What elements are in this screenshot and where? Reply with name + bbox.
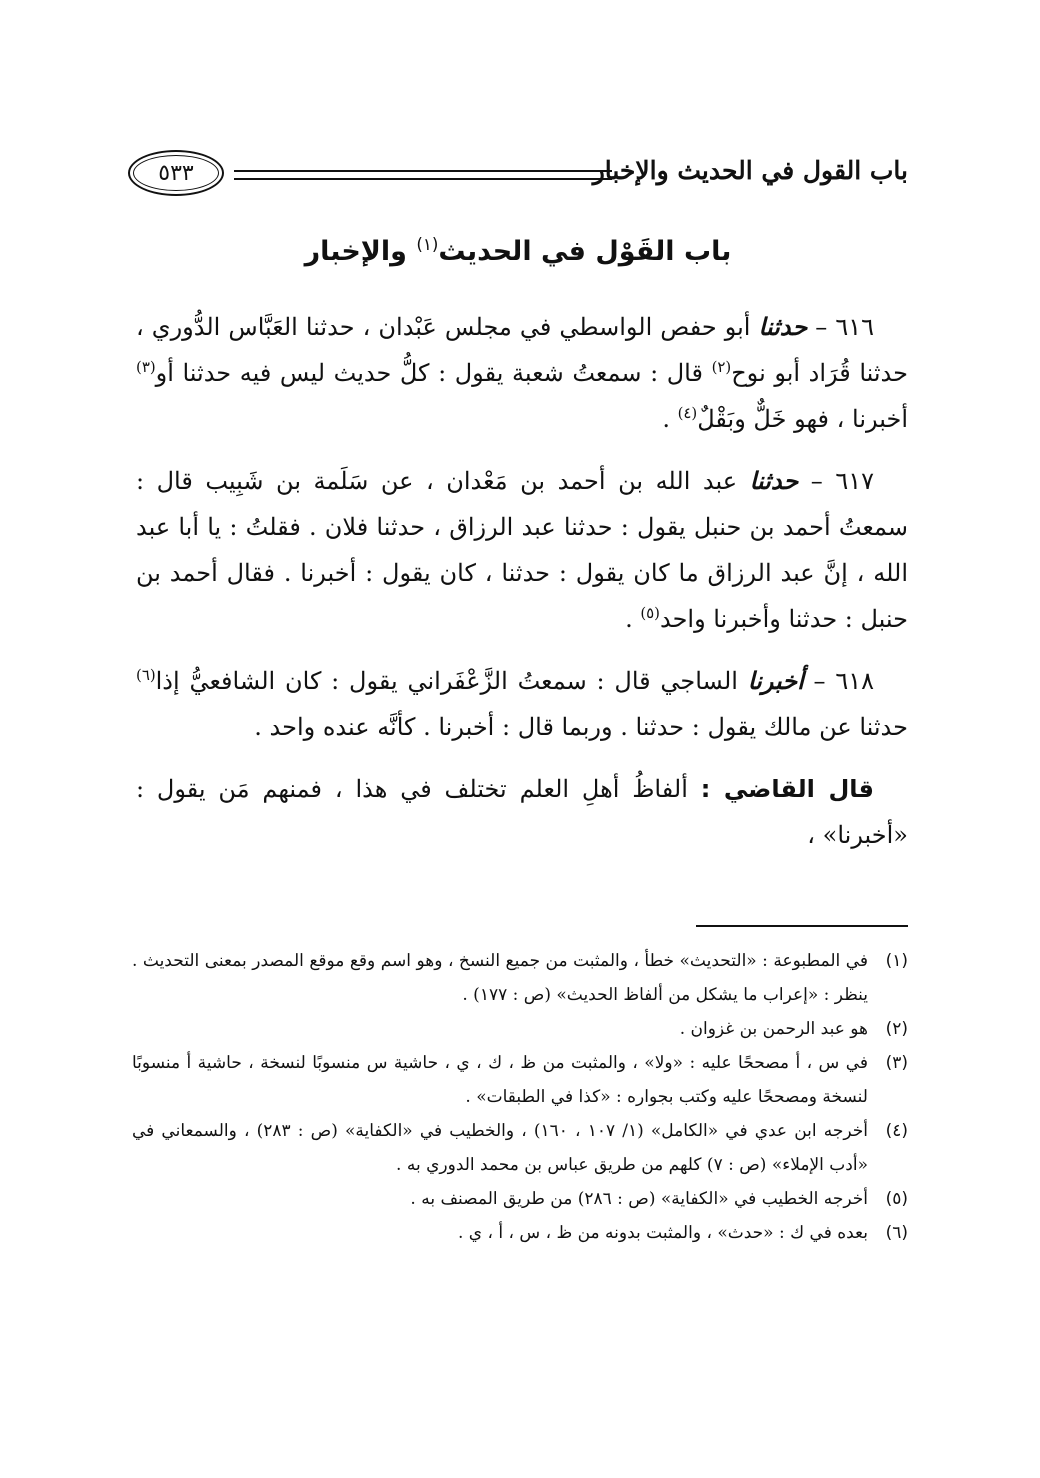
transmission-keyword: حدثنا [749, 466, 799, 495]
footnote-text: في س ، أ مصححًا عليه : «ولا» ، والمثبت من ظ ، ك ، ي ، حاشية س منسوبًا لنسخة ، حاشية أ منسوبًا لنسخة ومصححًا عليه وكتب بجواره : «كذا في الطبقات» . [132, 1053, 868, 1107]
header-title: باب القول في الحديث والإخبار [592, 156, 908, 185]
header-double-rule [234, 170, 612, 180]
footnote-ref: (٣) [136, 358, 156, 376]
footnote-ref: (١) [416, 234, 439, 254]
footnote-number: (٥) [885, 1189, 908, 1209]
footnote-ref: (٤) [677, 404, 698, 422]
footnote-ref: (٢) [711, 358, 732, 376]
hadith-text: قال : سمعتُ شعبة يقول : كلُّ حديث ليس فيه حدثنا أو [155, 359, 712, 387]
hadith-number: ٦١٦ [835, 313, 874, 341]
hadith-616: ٦١٦ – حدثنا أبو حفص الواسطي في مجلس عَبْدان ، حدثنا العَبَّاس الدُّوري ، حدثنا قُرَاد أبو نوح$^{(٢)}$ قال : سمعتُ شعبة يقول : كلُّ حديث ليس فيه حدثنا أو$^{(٣)}$ أخبرنا ، فهو خَلٌّ وبَقْلٌ$^{(٤)}$ . [136, 312, 908, 433]
chapter-title [128, 236, 908, 267]
main-text [136, 304, 908, 858]
footnote [132, 1046, 908, 1114]
footnote [132, 1012, 908, 1046]
footnote-number: (٦) [885, 1223, 908, 1243]
hadith-text: عبد الله بن أحمد بن مَعْدان ، عن سَلَمة بن شَبِيب قال : سمعتُ أحمد بن حنبل يقول : حدثنا عبد الرزاق ، حدثنا فلان . فقلتُ : يا أبا عبد الله ، إنَّ عبد الرزاق ما كان يقول : حدثنا ، كان يقول : أخبرنا . فقال أحمد بن حنبل : حدثنا وأخبرنا واحد [136, 467, 908, 633]
footnote-text: بعده في ك : «حدث» ، والمثبت بدونه من ظ ، س ، أ ، ي . [457, 1223, 868, 1243]
footnote-number: (٣) [885, 1053, 908, 1073]
footnote [132, 1114, 908, 1182]
qadi-text: ألفاظُ أهلِ العلم تختلف في هذا ، فمنهم مَن يقول : «أخبرنا» ، [136, 775, 908, 849]
hadith-618: ٦١٨ – أخبرنا الساجي قال : سمعتُ الزَّعْفَراني يقول : كان الشافعيُّ إذا$^{(٦)}$ حدثنا عن مالك يقول : حدثنا . وربما قال : أخبرنا . كأنَّه عنده واحد . [136, 666, 908, 741]
footnotes [132, 944, 908, 1250]
transmission-keyword: أخبرنا [747, 666, 804, 695]
footnote-text: أخرجه ابن عدي في «الكامل» (١/ ١٠٧ ، ١٦٠) ، والخطيب في «الكفاية» (ص : ٢٨٣) ، والسمعاني في «أدب الإملاء» (ص : ٧) كلهم من طريق عباس بن محمد الدوري به . [132, 1121, 868, 1175]
running-header [128, 148, 908, 204]
hadith-text: أخبرنا ، فهو خَلٌّ وبَقْلٌ [697, 405, 908, 433]
footnote-separator [696, 925, 908, 927]
hadith-number: ٦١٧ [835, 467, 874, 495]
footnote-ref: (٥) [640, 604, 660, 622]
hadith-text: حدثنا عن مالك يقول : حدثنا . وربما قال : أخبرنا . كأنَّه عنده واحد . [254, 713, 908, 741]
footnote-number: (١) [885, 951, 908, 971]
chapter-title-text: باب القَوْل في الحديث [438, 236, 732, 267]
hadith-number: ٦١٨ [835, 667, 874, 695]
hadith-617: ٦١٧ – حدثنا عبد الله بن أحمد بن مَعْدان ، عن سَلَمة بن شَبِيب قال : سمعتُ أحمد بن حنبل يقول : حدثنا عبد الرزاق ، حدثنا فلان . فقلتُ : يا أبا عبد الله ، إنَّ عبد الرزاق ما كان يقول : حدثنا ، كان يقول : أخبرنا . فقال أحمد بن حنبل : حدثنا وأخبرنا واحد$^{(٥)}$ . [136, 466, 908, 633]
footnote-number: (٢) [885, 1019, 908, 1039]
footnote-text: هو عبد الرحمن بن غزوان . [679, 1019, 868, 1039]
hadith-text: الساجي قال : سمعتُ الزَّعْفَراني يقول : كان الشافعيُّ إذا [155, 667, 748, 695]
chapter-title-tail: والإخبار [304, 236, 417, 267]
hadith-text: . [662, 405, 678, 433]
footnote [132, 1216, 908, 1250]
hadith-text: أبو حفص الواسطي في مجلس عَبْدان ، حدثنا العَبَّاس الدُّوري ، حدثنا قُرَاد أبو نوح [136, 313, 908, 387]
footnote-number: (٤) [885, 1121, 908, 1141]
hadith-text: . [625, 605, 641, 633]
qadi-statement [136, 766, 908, 858]
footnote [132, 1182, 908, 1216]
footnote-text: في المطبوعة : «التحديث» خطأ ، والمثبت من جميع النسخ ، وهو اسم وقع موقع المصدر بمعنى التحديث . ينظر : «إعراب ما يشكل من ألفاظ الحديث» (ص : ١٧٧) . [132, 951, 868, 1005]
page-number-badge: ٥٣٣ [128, 150, 224, 196]
footnote [132, 944, 908, 1012]
transmission-keyword: حدثنا [758, 312, 808, 341]
qadi-label: قال القاضي : [700, 775, 874, 803]
footnote-ref: (٦) [136, 666, 156, 684]
footnote-text: أخرجه الخطيب في «الكفاية» (ص : ٢٨٦) من طريق المصنف به . [410, 1189, 868, 1209]
